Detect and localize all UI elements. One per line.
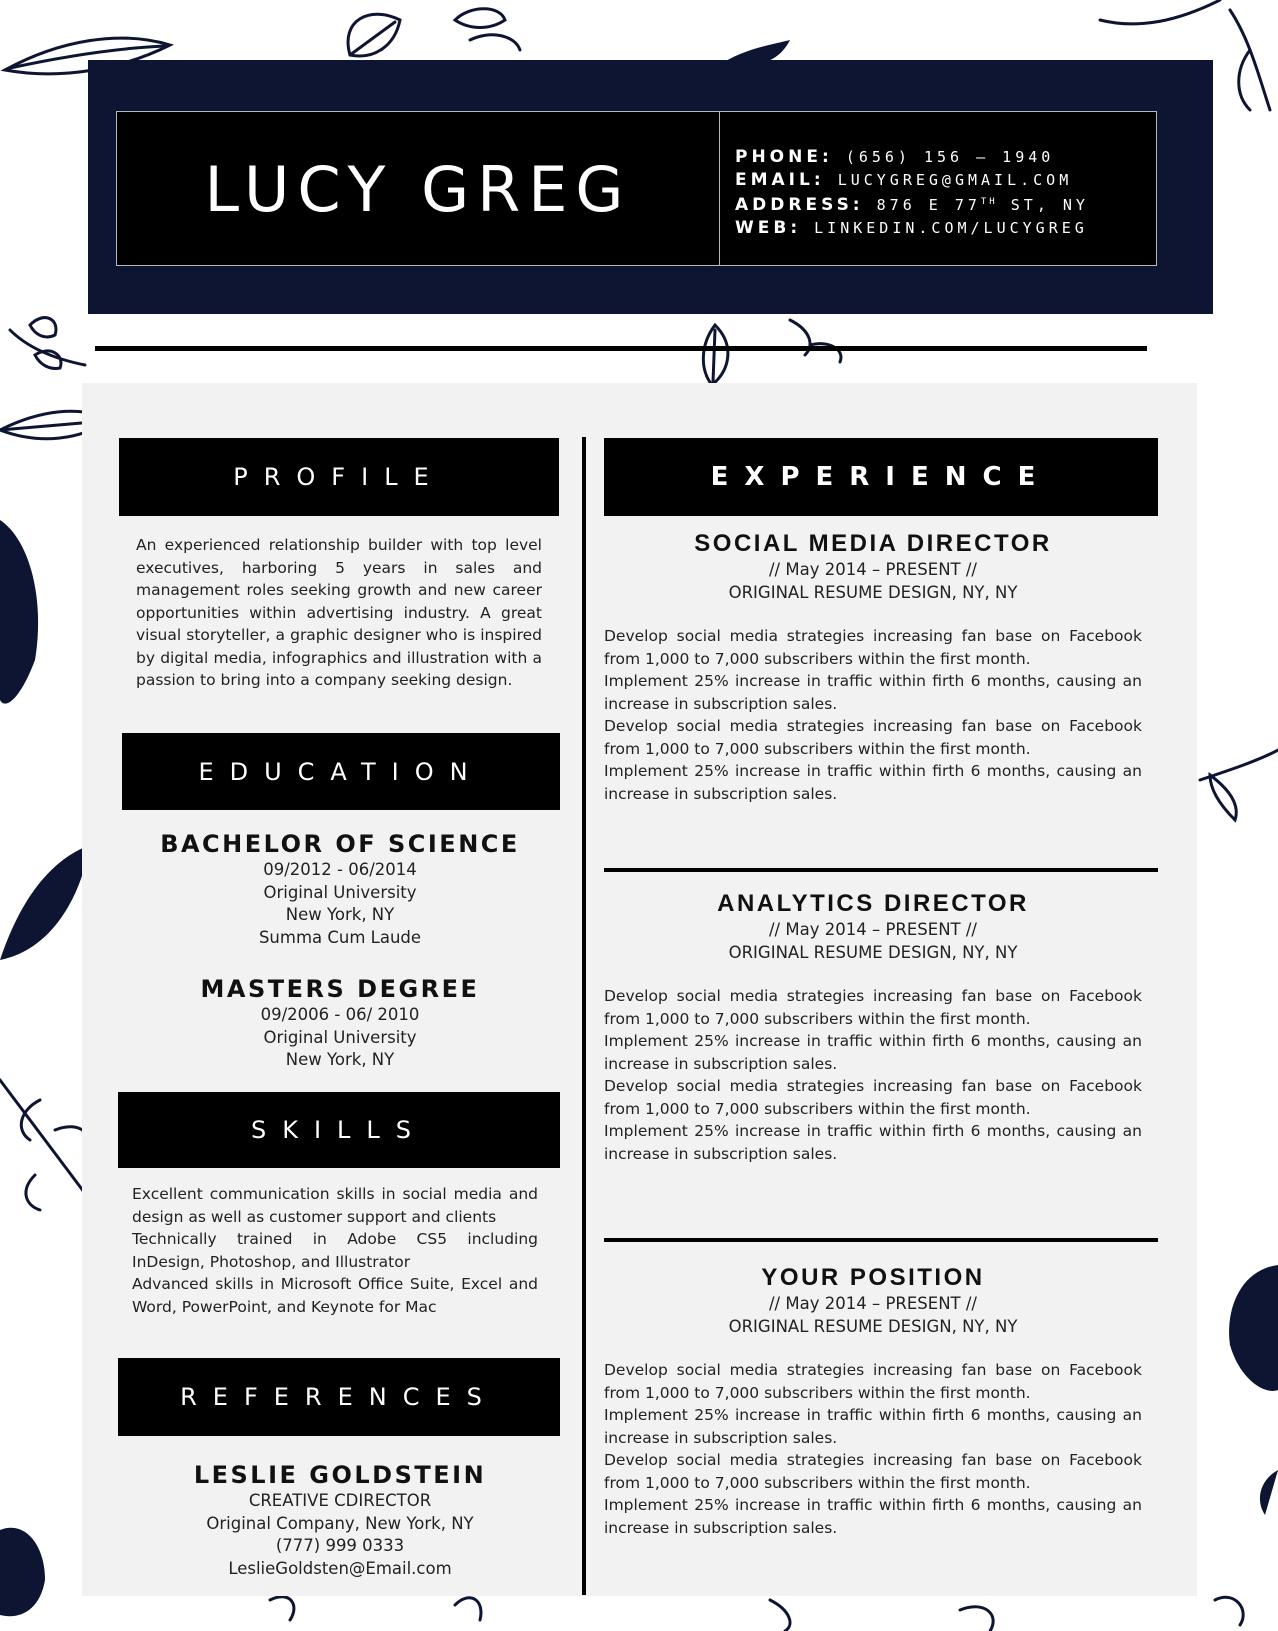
web-label: WEB: [735, 217, 802, 238]
degree-dates: 09/2012 - 06/2014 [263, 860, 417, 879]
experience-role [604, 529, 1142, 805]
degree-school: Original University [263, 882, 417, 902]
education-heading: EDUCATION [122, 733, 560, 810]
role-dates: // May 2014 – PRESENT // [769, 560, 977, 579]
reference-title: CREATIVE CDIRECTOR [248, 1491, 432, 1510]
degree-dates: 09/2006 - 06/ 2010 [260, 1005, 420, 1024]
role-separator [604, 868, 1158, 872]
reference-phone: (777) 999 0333 [275, 1536, 405, 1555]
role-bullet: Develop social media strategies increasing fan base on Facebook from 1,000 to 7,000 subscribers within the first month. [604, 1361, 1142, 1402]
column-divider [582, 437, 586, 1595]
address-superscript: TH [980, 197, 998, 207]
role-company: ORIGINAL RESUME DESIGN, NY, NY [728, 1316, 1018, 1336]
references-heading: REFERENCES [118, 1358, 560, 1436]
experience-heading: EXPERIENCE [604, 438, 1158, 516]
reference-name: LESLIE GOLDSTEIN [193, 1461, 487, 1489]
degree-honor: Summa Cum Laude [258, 927, 422, 947]
role-bullet: Implement 25% increase in traffic within firth 6 months, causing an increase in subscription sales. [604, 672, 1142, 713]
solid-leaf-icon [0, 1528, 45, 1616]
degree-title: BACHELOR OF SCIENCE [160, 830, 520, 858]
address-suffix: ST, NY [997, 196, 1089, 214]
skill-item: Excellent communication skills in social media and design as well as customer support and clients [132, 1185, 538, 1226]
contact-info [735, 146, 1155, 239]
degree-school: Original University [263, 1027, 417, 1047]
header-box [116, 111, 1157, 266]
role-bullet: Implement 25% increase in traffic within firth 6 months, causing an increase in subscription sales. [604, 1496, 1142, 1537]
candidate-name: LUCY GREG [204, 153, 632, 226]
role-bullet: Develop social media strategies increasing fan base on Facebook from 1,000 to 7,000 subscribers within the first month. [604, 717, 1142, 758]
leaf-outline-icon [30, 318, 56, 337]
reference-email: LeslieGoldsten@Email.com [228, 1558, 452, 1578]
education-item [136, 974, 544, 1072]
web-value: LINKEDIN.COM/LUCYGREG [814, 218, 1088, 237]
role-bullet: Develop social media strategies increasing fan base on Facebook from 1,000 to 7,000 subscribers within the first month. [604, 987, 1142, 1028]
degree-title: MASTERS DEGREE [200, 975, 480, 1003]
contact-address [735, 191, 1155, 217]
leaf-outline-icon [1210, 775, 1236, 820]
header-rule [95, 346, 1147, 351]
contact-email [735, 169, 1155, 192]
degree-location: New York, NY [285, 1050, 395, 1069]
solid-leaf-icon [0, 845, 90, 960]
skill-item: Advanced skills in Microsoft Office Suite, Excel and Word, PowerPoint, and Keynote for Mac [132, 1275, 538, 1316]
role-separator [604, 1238, 1158, 1242]
role-company: ORIGINAL RESUME DESIGN, NY, NY [728, 582, 1018, 602]
role-title: SOCIAL MEDIA DIRECTOR [694, 530, 1052, 557]
reference-company: Original Company, New York, NY [206, 1513, 474, 1533]
role-bullet: Implement 25% increase in traffic within firth 6 months, causing an increase in subscription sales. [604, 1032, 1142, 1073]
role-dates: // May 2014 – PRESENT // [769, 920, 977, 939]
skill-item: Technically trained in Adobe CS5 including InDesign, Photoshop, and Illustrator [132, 1230, 538, 1271]
role-title: YOUR POSITION [761, 1264, 985, 1291]
solid-leaf-icon [0, 520, 38, 704]
email-value: LUCYGREG@GMAIL.COM [837, 170, 1073, 189]
role-title: ANALYTICS DIRECTOR [717, 890, 1029, 917]
role-bullet: Develop social media strategies increasing fan base on Facebook from 1,000 to 7,000 subscribers within the first month. [604, 627, 1142, 668]
experience-role [604, 1263, 1142, 1539]
education-item [136, 829, 544, 949]
address-value: 876 E 77 [876, 196, 981, 214]
degree-location: New York, NY [285, 905, 395, 924]
solid-leaf-icon [1260, 1470, 1278, 1515]
skills-heading: SKILLS [118, 1092, 560, 1168]
contact-web [735, 217, 1155, 240]
phone-label: PHONE: [735, 147, 833, 167]
header-divider [719, 112, 720, 265]
role-bullet: Develop social media strategies increasing fan base on Facebook from 1,000 to 7,000 subscribers within the first month. [604, 1451, 1142, 1492]
role-company: ORIGINAL RESUME DESIGN, NY, NY [728, 942, 1018, 962]
contact-phone [735, 146, 1155, 169]
address-label: ADDRESS: [735, 195, 864, 215]
profile-text: An experienced relationship builder with top level executives, harboring 5 years in sales and management roles seeking growth and new career opportunities within advertising industry. A great visual storyteller, a graphic designer who is inspired by digital media, infographics and illustration with a passion to bring into a company seeking design. [136, 536, 542, 689]
experience-role [604, 889, 1142, 1165]
solid-leaf-icon [1229, 1265, 1278, 1391]
role-dates: // May 2014 – PRESENT // [769, 1294, 977, 1313]
skills-list [132, 1183, 538, 1318]
role-bullet: Develop social media strategies increasing fan base on Facebook from 1,000 to 7,000 subscribers within the first month. [604, 1077, 1142, 1118]
reference-item [136, 1460, 544, 1580]
email-label: EMAIL: [735, 169, 825, 190]
profile-heading: PROFILE [119, 438, 559, 516]
role-bullet: Implement 25% increase in traffic within firth 6 months, causing an increase in subscription sales. [604, 1406, 1142, 1447]
role-bullet: Implement 25% increase in traffic within firth 6 months, causing an increase in subscription sales. [604, 762, 1142, 803]
phone-value: (656) 156 – 1940 [845, 148, 1055, 166]
role-bullet: Implement 25% increase in traffic within firth 6 months, causing an increase in subscription sales. [604, 1122, 1142, 1163]
